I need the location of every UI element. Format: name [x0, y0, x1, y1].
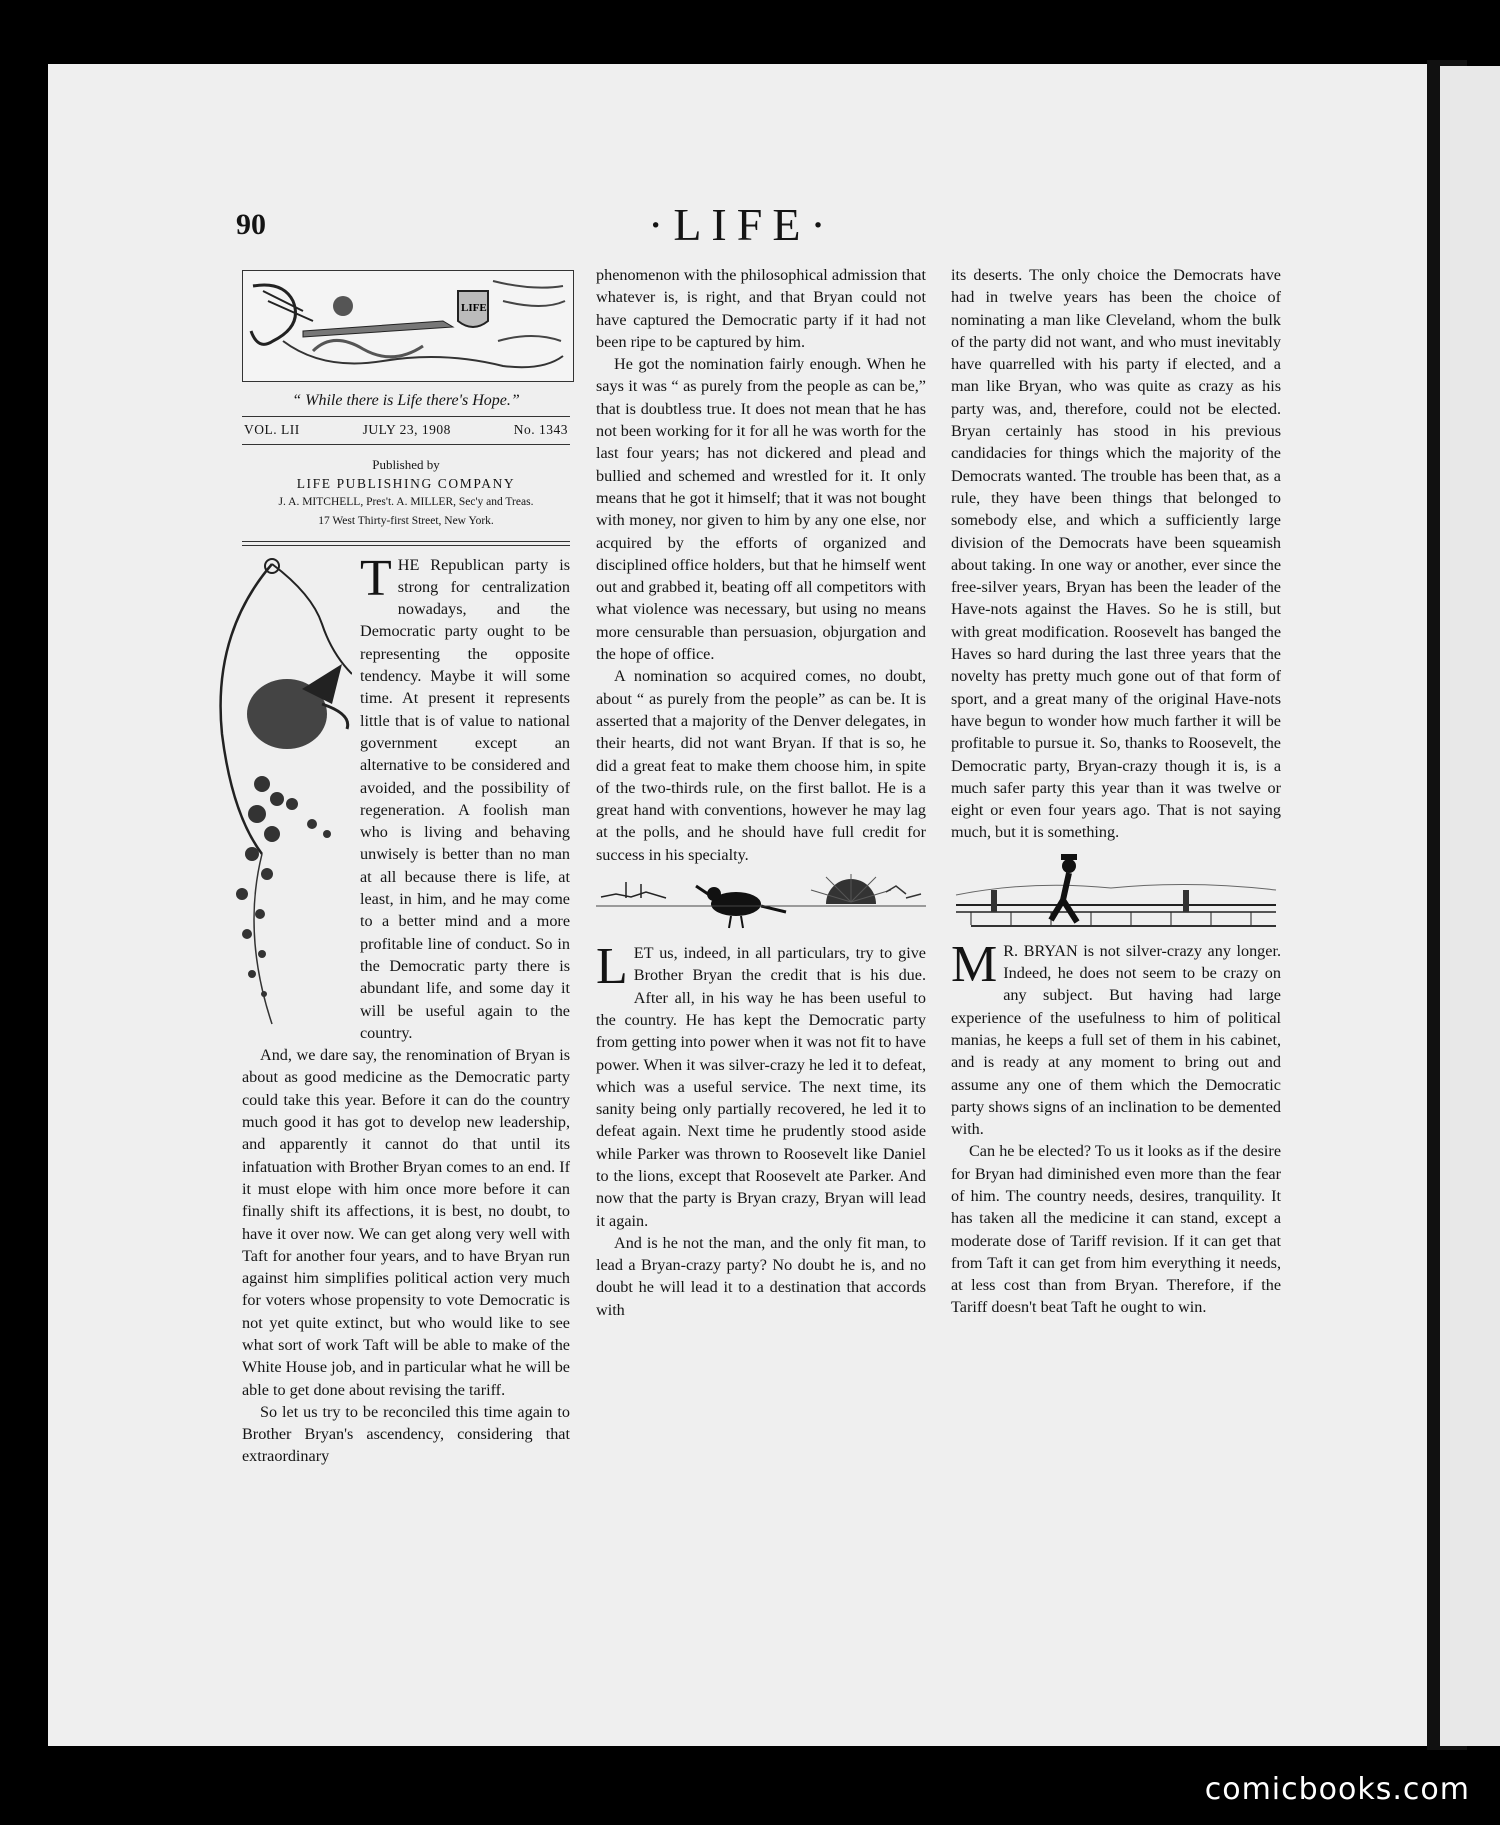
dropcap-T: T — [360, 549, 392, 607]
crow-sunrise-illustration — [596, 872, 926, 932]
column-1 — [242, 270, 570, 1468]
column-2-paragraph-1: phenomenon with the philosophical admission that whatever is, is right, and that Bryan could not have captured the Democratic party if it had not been ripe to be captured by him. — [596, 266, 926, 351]
article-2 — [596, 938, 926, 1321]
watermark: comicbooks.com — [1204, 1772, 1470, 1807]
header-divider — [242, 541, 570, 546]
dropcap-L: L — [596, 938, 628, 996]
issue-date: JULY 23, 1908 — [362, 422, 451, 438]
article-3-paragraph-1: R. BRYAN is not silver-crazy any longer. Indeed, he does not seem to be crazy on any subject. But having had large experience of the usefulness to him of political manias, he keeps a full set of them in his cabinet, and is ready at any moment to bring out and assume any one of them which the Democratic party shows signs of an inclination to be demented with. — [951, 941, 1281, 1139]
article-1-paragraph-2: And, we dare say, the renomination of Bryan is about as good medicine as the Democratic party could take this year. Before it can do the country much good it has got to develop new leadership, and apparently it cannot do that until its infatuation with Brother Bryan comes to an end. If it must elope with him once more before it can finally shift its affections, it is best, no doubt, to have it over now. We can get along very well with Taft for another four years, and to have Bryan run against him simplifies political action very much for voters whose propensity to vote Democratic is not yet quite extinct, but who would like to see what sort of work Taft will be able to make of the White House job, and in particular what he will be able to get done about revising the tariff. — [242, 1046, 570, 1399]
column-2 — [596, 264, 926, 1321]
issue-number: No. 1343 — [513, 422, 568, 438]
column-2-paragraph-2: He got the nomination fairly enough. When he says it was “ as purely from the people as can be,” that is doubtless true. It does not mean that he has not been working for it for all he was worth for the last four years; has not dickered and plead and bullied and schemed and wrestled for it. It only means that he got it himself; that it was not bought with money, nor given to him by any one else, nor acquired by the efforts of organized and disciplined office holders, but that he himself went out and grabbed it, beating off all competitors with what violence was necessary, but using no means more censurable than persuasion, objurgation and the hope of office. — [596, 355, 926, 664]
page-number: 90 — [236, 208, 266, 241]
publisher-officers: J. A. MITCHELL, Pres't. A. MILLER, Sec'y and Treas. — [278, 495, 534, 508]
donkey-ornament-illustration — [202, 554, 352, 1044]
adjacent-page-edge — [1440, 66, 1500, 1746]
article-3-paragraph-2: Can he be elected? To us it looks as if the desire for Bryan had diminished even more than the fear of him. The country needs, desires, tranquility. It has taken all the medicine it can stand, except a moderate dose of Tariff revision. If it can get that from Taft it can get from him everything it needs, at less cost than from Bryan. Therefore, if the Tariff doesn't beat Taft he ought to win. — [951, 1142, 1281, 1317]
column-2-paragraph-3: A nomination so acquired comes, no doubt, about “ as purely from the people” as can be. It is asserted that a majority of the Denver delegates, in their hearts, did not want Bryan. If that is so, he did a great feat to make them choose him, in spite of the two-thirds rule, on the first ballot. He is a great hand with conventions, however he may lag at the polls, and he should have full credit for success in his specialty. — [596, 667, 926, 864]
article-1-paragraph-3: So let us try to be reconciled this time again to Brother Bryan's ascendency, considering that extraordinary — [242, 1402, 570, 1466]
article-3 — [951, 935, 1281, 1319]
publisher-address: 17 West Thirty-first Street, New York. — [318, 514, 494, 527]
publisher-name: LIFE PUBLISHING COMPANY — [296, 475, 516, 491]
dropcap-M: M — [951, 935, 998, 993]
article-1 — [242, 549, 570, 1468]
issue-info-line — [242, 416, 570, 444]
man-walking-fence-illustration — [951, 850, 1281, 930]
article-2-paragraph-1: ET us, indeed, in all particulars, try to give Brother Bryan the credit that is his due. After all, in his way he has been useful to the country. He has kept the Democratic party from getting into power when it was not fit to have power. When it was silver-crazy he led it to defeat, which was a useful service. The next time, its sanity being only partially recovered, he led it to defeat again. Next time he prudently stood aside while Parker was thrown to Roosevelt like Daniel to the lions, except that Roosevelt ate Parker. And now that the party is Bryan crazy, Bryan will lead it again. — [596, 944, 926, 1230]
published-by-label: Published by — [372, 456, 440, 472]
column-3-paragraph-1: its deserts. The only choice the Democrats have had in twelve years has been the choice of nominating a man like Cleveland, whom the bulk of the party did not want, and who must inevitably have quarrelled with his party if elected, and a man like Bryan, who was quite as crazy as his party was, and, therefore, could not be elected. Bryan certainly has stood in his previous candidacies for things which the majority of the Democrats wanted. The trouble has been that, as a rule, they have been things that belonged to somebody else, and which a sufficiently large division of the Democrats have been squeamish about taking. In one way or another, ever since the free-silver years, Bryan has been the leader of the Have-nots against the Haves. So he is still, but with great modification. Roosevelt has banged the Haves so hard during the last three years that the novelty has pretty much gone out of that form of sport, and a great many of the original Have-nots have begun to wonder how much farther it will be profitable to pursue it. So, thanks to Roosevelt, the Democratic party, Bryan-crazy though it is, is a much safer party this year than it was twelve or eight or even four years ago. That is not saying much, but it is something. — [951, 266, 1281, 842]
masthead-title: ·LIFE· — [648, 199, 836, 250]
publisher-block — [242, 455, 570, 531]
banner-shield-text: LIFE — [461, 302, 487, 314]
article-2-paragraph-2: And is he not the man, and the only fit man, to lead a Bryan-crazy party? No doubt he is, and no doubt he will lead it to a destination that accords with — [596, 1233, 926, 1319]
masthead-illustration — [242, 270, 574, 382]
article-1-paragraph-1: HE Republican party is strong for centralization nowadays, and the Democratic party ought to be representing the opposite tendency. Maybe it will some time. At present it represents little that is of value to national government except an alternative to be considered and avoided, and the possibility of regeneration. A foolish man who is living and behaving unwisely is better than no man at all because there is life, at least, in him, and he may come to a better mind and a more profitable line of conduct. So in the Democratic party there is abundant life, and some day it will be useful again to the country. — [360, 555, 570, 1042]
column-3 — [951, 264, 1281, 1319]
volume-label: VOL. LII — [244, 422, 300, 438]
motto: “ While there is Life there's Hope.” — [292, 392, 520, 409]
